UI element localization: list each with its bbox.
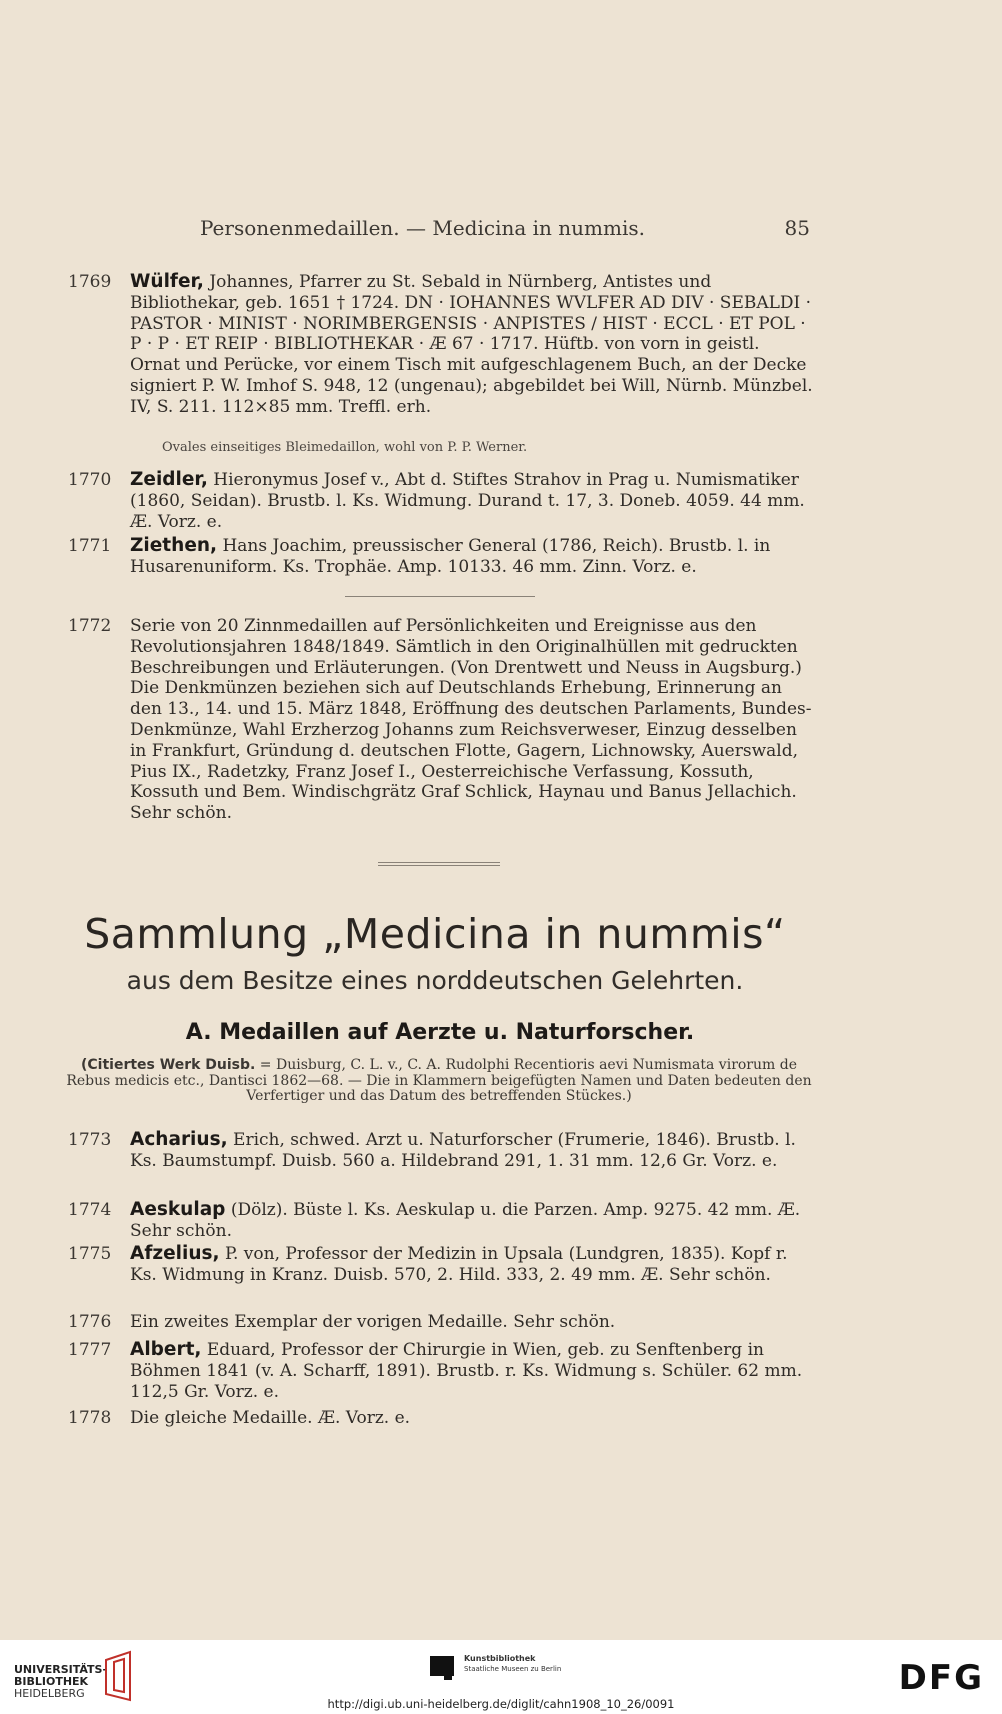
entry-number: 1774	[68, 1200, 112, 1220]
entry-name: Zeidler,	[130, 469, 208, 490]
entry-number: 1775	[68, 1244, 112, 1264]
catalog-entry-1775	[68, 1244, 813, 1286]
entry-name: Acharius,	[130, 1129, 228, 1150]
entry-name: Albert,	[130, 1339, 202, 1360]
entry-text: P. von, Professor der Medizin in Upsala (Lundgren, 1835). Kopf r. Ks. Widmung in Kranz. Duisb. 570, 2. Hild. 333, 2. 49 mm. Æ. Sehr schön.	[130, 1244, 788, 1285]
entry-number: 1778	[68, 1408, 112, 1428]
entry-text: Die gleiche Medaille. Æ. Vorz. e.	[130, 1408, 411, 1428]
dfg-logo: DFG	[898, 1658, 984, 1698]
entry-number: 1776	[68, 1312, 112, 1332]
entry-text: (Dölz). Büste l. Ks. Aeskulap u. die Parzen. Amp. 9275. 42 mm. Æ. Sehr schön.	[130, 1200, 801, 1241]
entry-number: 1769	[68, 272, 112, 292]
entry-name: Afzelius,	[130, 1243, 220, 1264]
section-heading: A. Medaillen auf Aerzte u. Naturforscher.	[185, 1020, 695, 1045]
catalog-entry-1770	[68, 470, 813, 532]
citation-note	[66, 1058, 812, 1105]
entry-number: 1773	[68, 1130, 112, 1150]
entry-text: Eduard, Professor der Chirurgie in Wien, geb. zu Senftenberg in Böhmen 1841 (v. A. Scharff, 1891). Brustb. r. Ks. Widmung s. Schüler. 62 mm. 112,5 Gr. Vorz. e.	[130, 1340, 803, 1402]
catalog-entry-1773	[68, 1130, 813, 1172]
entry-text: Hans Joachim, preussischer General (1786, Reich). Brustb. l. in Husarenuniform. Ks. Trophäe. Amp. 10133. 46 mm. Zinn. Vorz. e.	[130, 536, 771, 577]
kunstbibliothek-label: Kunstbibliothek Staatliche Museen zu Berlin	[464, 1654, 562, 1673]
citation-text: = Duisburg, C. L. v., C. A. Rudolphi Recentioris aevi Numismata virorum de Rebus medicis etc., Dantisci 1862—68. — Die in Klammern beigefügten Namen und Daten bedeuten den Verfertiger und das Datum des betreffenden Stückes.)	[66, 1057, 812, 1104]
entry-text: Hieronymus Josef v., Abt d. Stiftes Strahov in Prag u. Numismatiker (1860, Seidan). Brustb. l. Ks. Widmung. Durand t. 17, 3. Doneb. 4059. 44 mm. Æ. Vorz. e.	[130, 470, 805, 532]
university-crest-icon	[100, 1650, 140, 1704]
entry-text: Ein zweites Exemplar der vorigen Medaille. Sehr schön.	[130, 1312, 616, 1332]
entry-number: 1772	[68, 616, 112, 636]
entry-text: Johannes, Pfarrer zu St. Sebald in Nürnberg, Antistes und Bibliothekar, geb. 1651 † 1724. DN · IOHANNES WVLFER AD DIV · SEBALDI · PASTOR · MINIST · NORIMBERGENSIS · ANPISTES / HIST · ECCL · ET POL · P · P · ET REIP · BIBLIOTHEKAR · Æ 67 · 1717. Hüftb. von vorn in geistl. Ornat und Perücke, vor einem Tisch mit aufgeschlagenem Buch, an der Decke signiert P. W. Imhof S. 948, 12 (ungenau); abgebildet bei Will, Nürnb. Münzbel. IV, S. 211. 112×85 mm. Treffl. erh.	[130, 272, 813, 417]
entry-note: Ovales einseitiges Bleimedaillon, wohl von P. P. Werner.	[162, 440, 528, 455]
collection-title: Sammlung „Medicina in nummis“	[84, 910, 786, 958]
catalog-entry-1772	[68, 616, 813, 824]
section-divider	[345, 596, 535, 597]
permalink-url[interactable]: http://digi.ub.uni-heidelberg.de/diglit/cahn1908_10_26/0091	[327, 1697, 675, 1711]
catalog-entry-1776	[68, 1312, 813, 1333]
heidelberg-library-logo[interactable]: UNIVERSITÄTS- BIBLIOTHEK HEIDELBERG	[14, 1663, 108, 1700]
page-number: 85	[784, 216, 810, 240]
entry-name: Ziethen,	[130, 535, 218, 556]
running-header	[200, 216, 810, 240]
entry-name: Aeskulap	[130, 1199, 226, 1220]
catalog-entry-1778	[68, 1408, 813, 1429]
running-title: Personenmedaillen. — Medicina in nummis.	[200, 216, 645, 240]
citation-lead: (Citiertes Werk Duisb.	[81, 1057, 256, 1073]
entry-text: Serie von 20 Zinnmedaillen auf Persönlichkeiten und Ereignisse aus den Revolutionsjahren 1848/1849. Sämtlich in den Originalhüllen mit gedruckten Beschreibungen und Erläuterungen. (Von Drentwett und Neuss in Augsburg.) Die Denkmünzen beziehen sich auf Deutschlands Erhebung, Erinnerung an den 13., 14. und 15. März 1848, Eröffnung des deutschen Parlaments, Bundes-Denkmünze, Wahl Erzherzog Johanns zum Reichsverweser, Einzug desselben in Frankfurt, Gründung d. deutschen Flotte, Gagern, Lichnowsky, Auerswald, Pius IX., Radetzky, Franz Josef I., Oesterreichische Verfassung, Kossuth, Kossuth und Bem. Windischgrätz Graf Schlick, Haynau und Banus Jellachich. Sehr schön.	[130, 616, 812, 824]
catalog-entry-1774	[68, 1200, 813, 1242]
kunstbibliothek-logo-icon	[428, 1654, 456, 1682]
entry-text: Erich, schwed. Arzt u. Naturforscher (Frumerie, 1846). Brustb. l. Ks. Baumstumpf. Duisb. 560 a. Hildebrand 291, 1. 31 mm. 12,6 Gr. Vorz. e.	[130, 1130, 796, 1171]
double-rule	[378, 862, 500, 866]
catalog-entry-1777	[68, 1340, 813, 1402]
catalog-entry-1769	[68, 272, 813, 418]
entry-number: 1777	[68, 1340, 112, 1360]
entry-number: 1770	[68, 470, 112, 490]
digitization-footer	[0, 1640, 1002, 1714]
collection-subtitle: aus dem Besitze eines norddeutschen Gelehrten.	[126, 966, 744, 995]
catalog-entry-1771	[68, 536, 813, 578]
entry-number: 1771	[68, 536, 112, 556]
entry-name: Wülfer,	[130, 271, 204, 292]
